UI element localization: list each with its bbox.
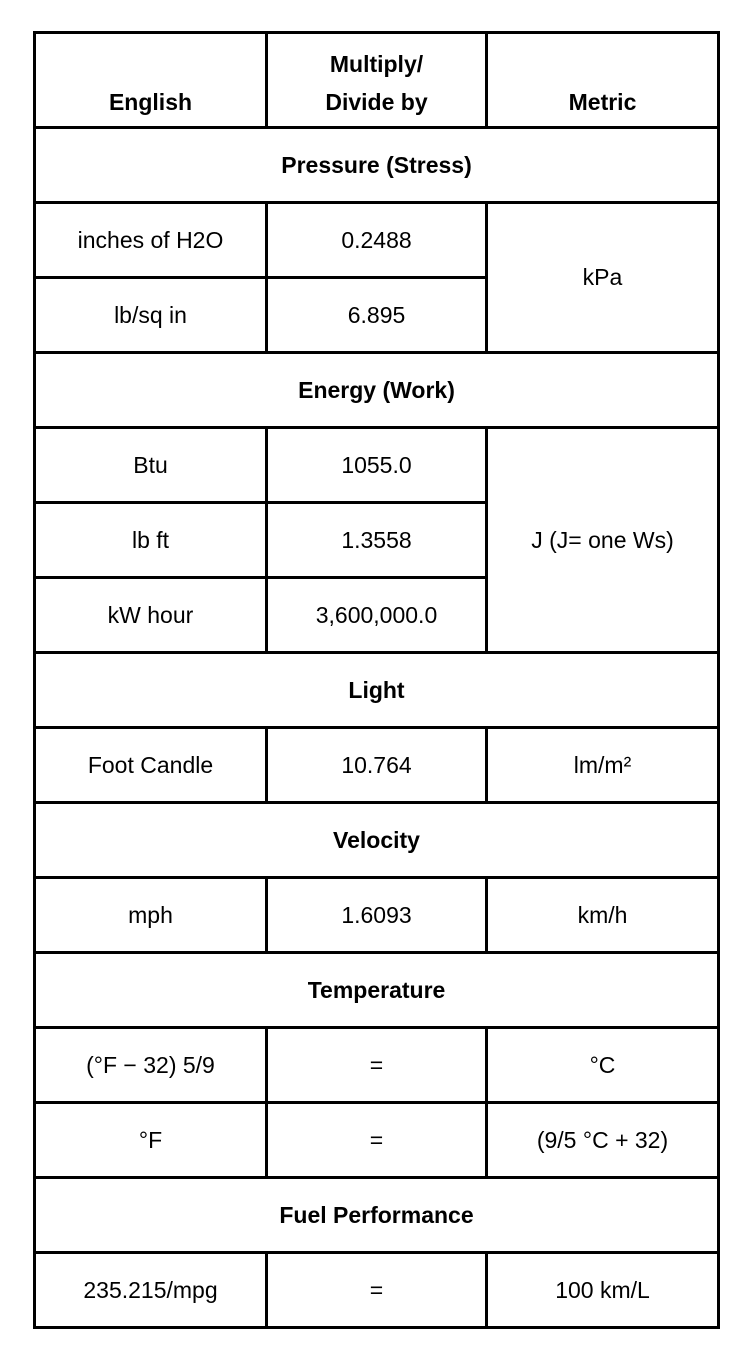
header-row [35, 33, 719, 128]
section-row-light [35, 653, 719, 728]
english-cell: (°F − 32) 5/9 [35, 1028, 267, 1103]
conversion-table [33, 31, 720, 1329]
metric-cell: (9/5 °C + 32) [487, 1103, 719, 1178]
factor-cell: 3,600,000.0 [267, 578, 487, 653]
factor-cell: 1.3558 [267, 503, 487, 578]
section-row-fuel [35, 1178, 719, 1253]
section-title-light: Light [35, 653, 719, 728]
table-row [35, 878, 719, 953]
factor-cell: 1.6093 [267, 878, 487, 953]
english-cell: Foot Candle [35, 728, 267, 803]
header-multiply-line1: Multiply/ [329, 51, 424, 77]
section-title-temperature: Temperature [35, 953, 719, 1028]
header-english: English [35, 33, 267, 128]
english-cell: kW hour [35, 578, 267, 653]
english-cell: lb ft [35, 503, 267, 578]
table-row [35, 1028, 719, 1103]
table-row [35, 203, 719, 278]
factor-cell: 0.2488 [267, 203, 487, 278]
section-row-velocity [35, 803, 719, 878]
table-row [35, 428, 719, 503]
section-row-energy [35, 353, 719, 428]
section-title-pressure: Pressure (Stress) [35, 128, 719, 203]
section-title-energy: Energy (Work) [35, 353, 719, 428]
factor-cell: 6.895 [267, 278, 487, 353]
section-title-fuel: Fuel Performance [35, 1178, 719, 1253]
table-row [35, 728, 719, 803]
metric-cell: km/h [487, 878, 719, 953]
factor-cell: = [267, 1253, 487, 1328]
metric-cell-energy: J (J= one Ws) [487, 428, 719, 653]
english-cell: Btu [35, 428, 267, 503]
metric-cell-pressure: kPa [487, 203, 719, 353]
english-cell: °F [35, 1103, 267, 1178]
metric-cell: lm/m² [487, 728, 719, 803]
factor-cell: = [267, 1103, 487, 1178]
english-cell: mph [35, 878, 267, 953]
metric-cell: °C [487, 1028, 719, 1103]
section-row-temperature [35, 953, 719, 1028]
table-row [35, 1103, 719, 1178]
factor-cell: 10.764 [267, 728, 487, 803]
header-multiply-line2: Divide by [325, 89, 428, 115]
header-metric: Metric [487, 33, 719, 128]
metric-cell: 100 km/L [487, 1253, 719, 1328]
english-cell: lb/sq in [35, 278, 267, 353]
section-title-velocity: Velocity [35, 803, 719, 878]
english-cell: inches of H2O [35, 203, 267, 278]
section-row-pressure [35, 128, 719, 203]
header-multiply [267, 33, 487, 128]
factor-cell: = [267, 1028, 487, 1103]
factor-cell: 1055.0 [267, 428, 487, 503]
table-row [35, 1253, 719, 1328]
english-cell: 235.215/mpg [35, 1253, 267, 1328]
